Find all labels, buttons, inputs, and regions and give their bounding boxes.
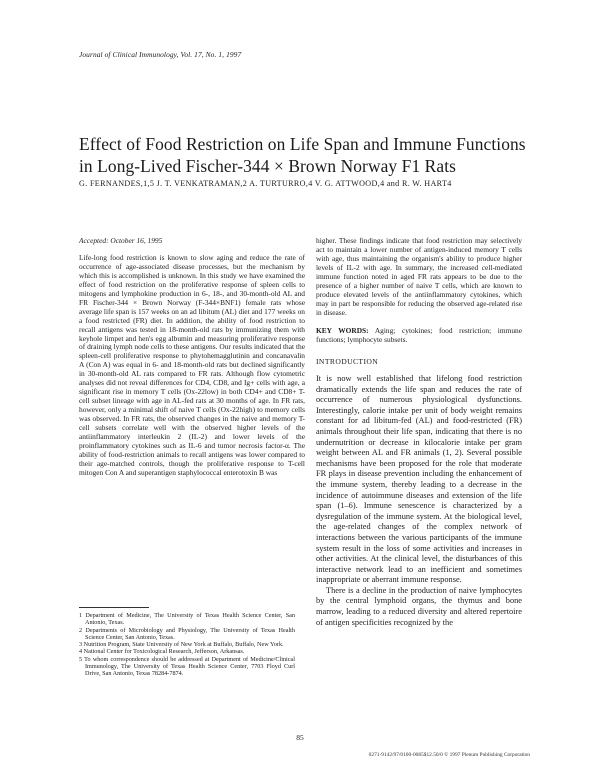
footnote: 4 National Center for Toxicological Research, Jefferson, Arkansas. xyxy=(79,648,245,656)
abstract-text-right: higher. These findings indicate that food restriction may selectively act to maintain a lower number of antigen-induced memory T cells with age, thus maintaining the organism's ability to produce higher levels of IL-2 with age. In summary, the increased cell-mediated immune function noted in aged FR rats appears to be due to the presence of a higher number of naive T cells, which are known to produce elevated levels of the antiinflammatory cytokines, which may in part be responsible for reducing the observed age-related rise in disease. xyxy=(316,236,522,317)
footnote: 3 Nutrition Program, State University of New York at Buffalo, Buffalo, New York. xyxy=(79,641,284,649)
abstract xyxy=(79,254,305,478)
abstract-continued xyxy=(316,237,522,318)
copyright-line: 0271-9142/97/0100-0085$12.50/0 © 1997 Plenum Publishing Corporation xyxy=(368,752,530,758)
footnote: 1 Department of Medicine, The University of Texas Health Science Center, San Antonio, Texas. xyxy=(79,612,295,627)
keywords xyxy=(316,327,522,345)
abstract-right-column xyxy=(316,237,522,344)
page-number: 85 xyxy=(296,733,304,742)
footnote: 5 To whom correspondence should be addressed at Department of Medicine/Clinical Immunology, The University of Texas Health Science Center, 7703 Floyd Curl Drive, San Antonio, Texas 78284-7874. xyxy=(79,655,295,678)
keywords-label: KEY WORDS: xyxy=(316,325,369,335)
article-title: Effect of Food Restriction on Life Span and Immune Functions in Long-Lived Fischer-344 × Brown Norway F1 Rats xyxy=(79,133,526,176)
intro-paragraph: There is a decline in the production of naive lymphocytes by the central lymphoid organs, the thymus and bone marrow, leading to a reduced diversity and altered repertoire of antigen specificities recognized by the xyxy=(316,585,522,627)
abstract-left-column xyxy=(79,237,305,478)
section-heading-introduction: INTRODUCTION xyxy=(316,357,379,366)
intro-paragraph: It is now well established that lifelong food restriction dramatically extends the life span and reduces the rate of occurrence of numerous physiological dysfunctions. Interestingly, calorie intake per unit of body weight remains constant for ad libitum-fed (AL) and food-restricted (FR) animals throughout their life span, indicating that there is no undernutrition or decrease in kilocalorie intake per gram weight between AL and FR animals (1, 2). Several possible mechanisms have been proposed for the role that moderate FR plays in disease prevention including the enhancement of the immune system, thereby leading to a decrease in the incidence of autoimmune diseases and extension of the life span (1–6). Immune senescence is characterized by a dysregulation of the immune system. At the biological level, the age-related changes of the complex network of interactions between the various participants of the immune system result in the loss of some activities and increases in other activities. At the clinical level, the disturbances of this interactive network lead to an inefficient and sometimes inappropriate or aberrant immune response. xyxy=(316,374,522,585)
author-list: G. FERNANDES,1,5 J. T. VENKATRAMAN,2 A. TURTURRO,4 V. G. ATTWOOD,4 and R. W. HART4 xyxy=(79,179,452,188)
footnote-divider xyxy=(79,607,149,608)
keywords-text: Aging; cytokines; food restriction; immune functions; lymphocyte subsets. xyxy=(316,325,522,344)
introduction-body xyxy=(316,374,522,628)
footnotes xyxy=(79,612,295,678)
footnote: 2 Departments of Microbiology and Physiology, The University of Texas Health Science Center, San Antonio, Texas. xyxy=(79,626,295,641)
abstract-text-left: Life-long food restriction is known to slow aging and reduce the rate of occurrence of age-associated disease processes, but the mechanism by which this is accomplished is unknown. In this study we have examined the effect of food restriction on the proliferative response of spleen cells to mitogens and lymphokine production in 6-, 18-, and 30-month-old AL and FR Fischer-344 × Brown Norway (F-344×BNF1) female rats whose average life span is 157 weeks on an ad libitum (AL) diet and 177 weeks on a food restricted (FR) diet. In addition, the ability of food restriction to recall antigens was tested in 18-month-old rats by immunizing them with keyhole limpet and hen's egg albumin and measuring proliferative response of draining lymph node cells to these antigens. Our results indicated that the spleen-cell proliferative response to phytohemagglutinin and concanavalin A (Con A) was equal in 6- and 18-month-old rats but declined significantly in 30-month-old AL rats compared to FR rats. Although flow cytometric analyses did not reveal differences for CD4, CD8, and Ig+ cells with age, a significant rise in memory T cells (Ox-22low) in both CD4+ and CD8+ T-cell subset lineage with age in AL-fed rats at 30 months of age. In FR rats, however, only a minimal shift of naive T cells (Ox-22high) to memory cells was observed. In FR rats, the observed changes in the naive and memory T-cell subsets correlate well with the observed higher levels of the antiinflammatory interleukin 2 (IL-2) and lower levels of the proinflammatory cytokines such as IL-6 and tumor necrosis factor-α. The ability of food-restriction animals to recall antigens was lower compared to their age-matched controls, though the proliferative response to T-cell mitogen Con A and superantigen staphylococcal enterotoxin B was xyxy=(79,252,305,477)
received-date: Accepted: October 16, 1995 xyxy=(79,236,163,245)
journal-header: Journal of Clinical Immunology, Vol. 17, No. 1, 1997 xyxy=(79,50,242,59)
